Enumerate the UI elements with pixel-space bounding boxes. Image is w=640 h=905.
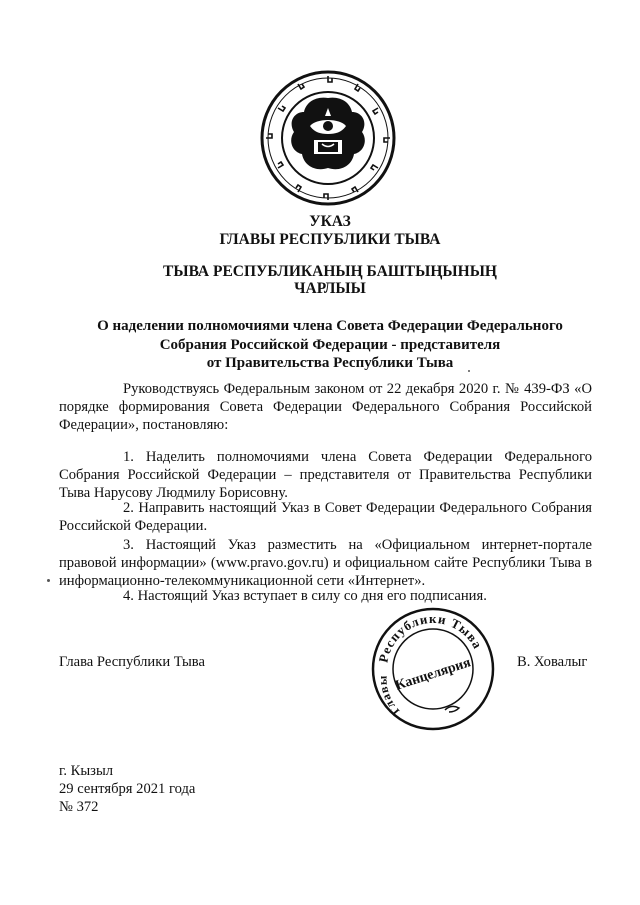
svg-text:Республики Тыва [375,611,485,664]
stamp-center-text: Канцелярия [393,655,473,694]
decree-subject-line-2: Собрания Российской Федерации - представителя [159,336,501,353]
scan-speck [47,579,50,582]
official-stamp [370,606,496,732]
tuva-coat-of-arms [258,68,398,208]
signatory-name: В. Ховалыг [517,654,588,670]
decree-item-1: 1. Наделить полномочиями члена Совета Федерации Федерального Собрания Российской Федерации – представителя от Правительства Республики Тыва Нарусову Людмилу Борисовну. [59,449,592,501]
signatory-position: Глава Республики Тыва [59,654,205,670]
decree-preamble: Руководствуясь Федеральным законом от 22 декабря 2020 г. № 439-ФЗ «О порядке формирования Совета Федерации Федерального Собрания Российской Федерации», постановляю: [59,381,592,433]
issue-date: 29 сентября 2021 года [59,781,196,797]
decree-subject-line-3: от Правительства Республики Тыва [206,355,454,371]
decree-subject [40,317,620,373]
decree-title-tyva-line-1: ТЫВА РЕСПУБЛИКАНЫҢ БАШТЫҢЫНЫҢ [163,263,497,280]
scan-speck [468,370,470,372]
decree-title-tyva-line-2: ЧАРЛЫЫ [294,280,366,297]
decree-title-head: ГЛАВЫ РЕСПУБЛИКИ ТЫВА [219,231,441,248]
decree-number: № 372 [59,799,99,815]
decree-subject-line-1: О наделении полномочиями члена Совета Федерации Федерального [97,318,563,334]
decree-item-2: 2. Направить настоящий Указ в Совет Федерации Федерального Собрания Российской Федерации. [59,500,592,534]
decree-title: УКАЗ [309,213,351,230]
decree-item-4: 4. Настоящий Указ вступает в силу со дня его подписания. [123,588,487,604]
stamp-outer-left-text: Главы [375,674,403,719]
issue-city: г. Кызыл [59,763,114,779]
decree-item-3: 3. Настоящий Указ разместить на «Официальном интернет-портале правовой информации» (www.pravo.gov.ru) и официальном сайте Республики Тыва в информационно-телекоммуникационной сети «Интернет». [59,537,592,589]
stamp-ring-text: Республики Тыва [375,610,486,664]
